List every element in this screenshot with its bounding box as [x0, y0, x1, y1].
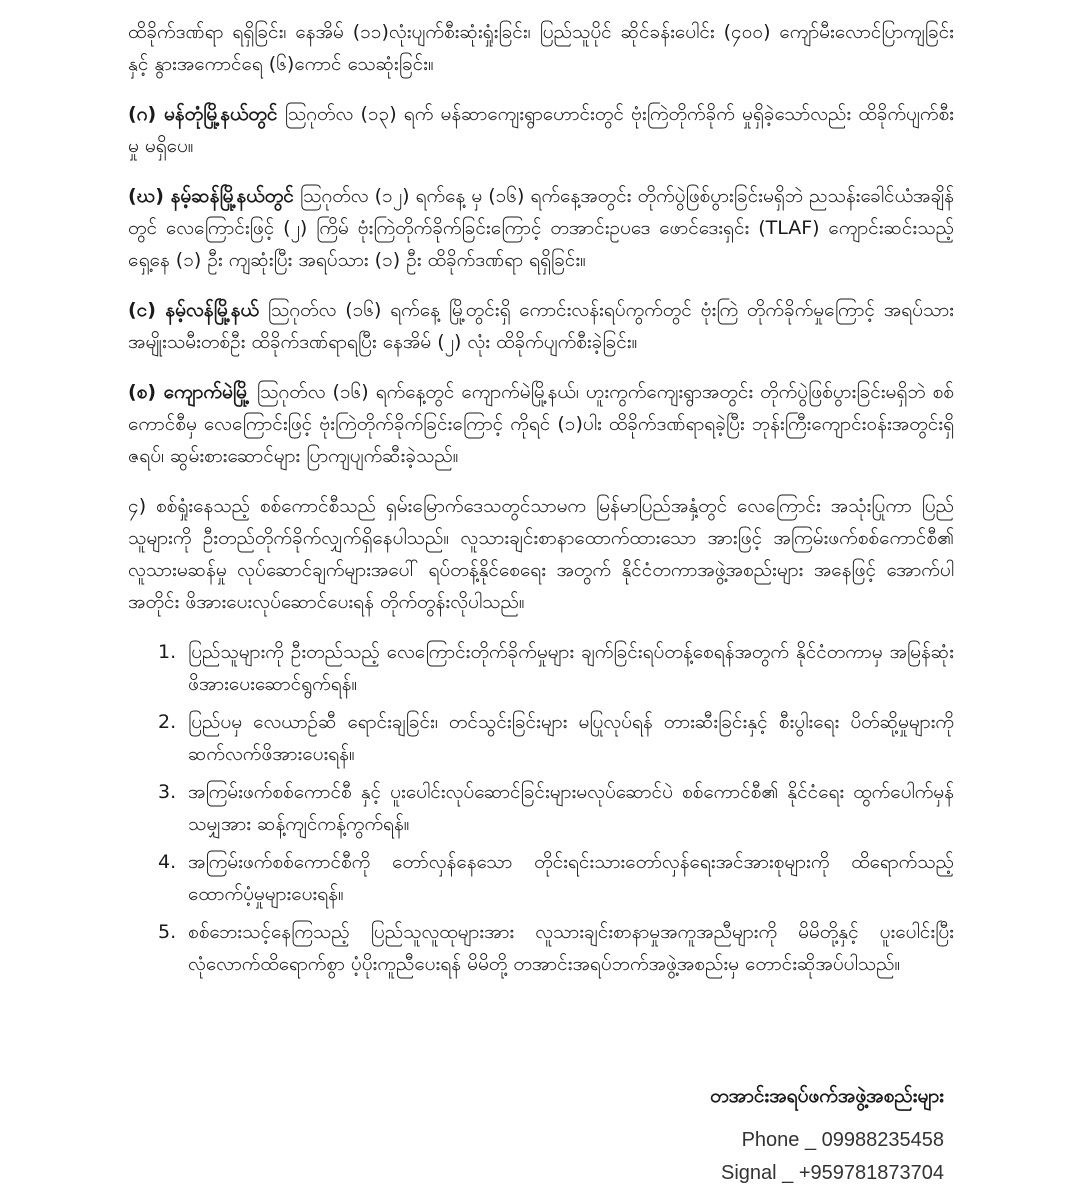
paragraph-mantong-text: ဩဂုတ်လ (၁၃) ရက် မန်ဆာကျေးရွာဟောင်းတွင် ဗုံးကြဲတိုက်ခိုက် မှုရှိခဲ့သော်လည်း ထိခိုက်ပျက်စီးမှု မရှိပေ။: [128, 103, 954, 157]
list-item-text: ပြည်သူများကို ဦးတည်သည့် လေကြောင်းတိုက်ခိုက်မှုများ ချက်ခြင်းရပ်တန့်စေရန်အတွက် နိုင်ငံတကာမှ အမြန်ဆုံးဖိအားပေးဆောင်ရွက်ရန်။: [188, 641, 954, 695]
contact-signal: Signal _ +959781873704: [721, 1162, 944, 1184]
list-item: [128, 916, 954, 980]
paragraph-mantong: [128, 98, 954, 162]
paragraph-kyaukme-heading: (စ) ကျောက်မဲမြို့: [128, 381, 250, 403]
paragraph-namlan-text: ဩဂုတ်လ (၁၆) ရက်နေ့ မြို့တွင်းရှိ ကောင်းလန်းရပ်ကွက်တွင် ဗုံးကြဲ တိုက်ခိုက်မှုကြောင့် အရပ်သား အမျိုးသမီးတစ်ဦး ထိခိုက်ဒဏ်ရာရပြီး နေအိမ် (၂) လုံး ထိခိုက်ပျက်စီးခဲ့ခြင်း။: [128, 299, 954, 353]
demands-list: [128, 636, 954, 980]
paragraph-kyaukme-text: ဩဂုတ်လ (၁၆) ရက်နေ့တွင် ကျောက်မဲမြို့နယ်၊ ဟူးကွက်ကျေးရွာအတွင်း တိုက်ပွဲဖြစ်ပွားခြင်းမရှိဘဲ စစ်ကောင်စီမှ လေကြောင်းဖြင့် ဗုံးကြဲတိုက်ခိုက်ခြင်းကြောင့် ကိုရင် (၁)ပါး ထိခိုက်ဒဏ်ရာရခဲ့ပြီး ဘုန်းကြီးကျောင်းဝန်းအတွင်းရှိ ဇရပ်၊ ဆွမ်းစားဆောင်များ ပြာကျပျက်ဆီးခဲ့သည်။: [128, 381, 954, 467]
paragraph-namhsan-heading: (ဃ) နမ့်ဆန်မြို့နယ်တွင်: [128, 185, 294, 207]
list-item: [128, 846, 954, 910]
list-item-number: 3.: [158, 781, 177, 803]
list-item: [128, 706, 954, 770]
list-item: [128, 776, 954, 840]
list-item-number: 1.: [158, 641, 177, 663]
paragraph-mantong-heading: (ဂ) မန်တုံမြို့နယ်တွင်: [128, 103, 278, 125]
paragraph-namlan-heading: (င) နမ့်လန်မြို့နယ်: [128, 299, 259, 321]
paragraph-namlan: [128, 294, 954, 358]
paragraph-appeal: [128, 490, 954, 618]
contact-phone: Phone _ 09988235458: [741, 1129, 944, 1151]
signature-organization: တအာင်းအရပ်ဖက်အဖွဲ့အစည်းများ: [710, 1085, 944, 1107]
list-item-text: အကြမ်းဖက်စစ်ကောင်စီ နှင့် ပူးပေါင်းလုပ်ဆောင်ခြင်းများမလုပ်ဆောင်ပဲ စစ်ကောင်စီ၏ နိုင်ငံရေး ထွက်ပေါက်မှန်သမျှအား ဆန့်ကျင်ကန့်ကွက်ရန်။: [188, 781, 954, 835]
paragraph-appeal-text: ၄) စစ်ရှုံးနေသည့် စစ်ကောင်စီသည် ရှမ်းမြောက်ဒေသတွင်သာမက မြန်မာပြည်အနှံ့တွင် လေကြောင်း အသုံးပြုကာ ပြည်သူများကို ဦးတည်တိုက်ခိုက်လျှက်ရှိနေပါသည်။ လူသားချင်းစာနာထောက်ထားသော အားဖြင့် အကြမ်းဖက်စစ်ကောင်စီ၏ လူသားမဆန်မှု လုပ်ဆောင်ချက်များအပေါ် ရပ်တန့်နိုင်စေရေး အတွက် နိုင်ငံတကာအဖွဲ့အစည်းများ အနေဖြင့် အောက်ပါအတိုင်း ဖိအားပေးလုပ်ဆောင်ပေးရန် တိုက်တွန်းလိုပါသည်။: [128, 495, 954, 613]
paragraph-intro-text: ထိခိုက်ဒဏ်ရာ ရရှိခြင်း၊ နေအိမ် (၁၁)လုံးပျက်စီးဆုံးရှုံးခြင်း၊ ပြည်သူပိုင် ဆိုင်ခန်းပေါင်း (၄၀၀) ကျော်မီးလောင်ပြာကျခြင်း နှင့် နွားအကောင်ရေ (၆)ကောင် သေဆုံးခြင်း။: [128, 21, 954, 75]
list-item-number: 2.: [158, 711, 177, 733]
list-item: [128, 636, 954, 700]
list-item-number: 5.: [158, 921, 177, 943]
list-item-text: အကြမ်းဖက်စစ်ကောင်စီကို တော်လှန်နေသော တိုင်းရင်းသားတော်လှန်ရေးအင်အားစုများကို ထိရောက်သည့် ထောက်ပံ့မှုများပေးရန်။: [188, 851, 954, 905]
paragraph-intro: [128, 16, 954, 80]
list-item-text: ပြည်ပမှ လေယာဉ်ဆီ ရောင်းချခြင်း၊ တင်သွင်းခြင်းများ မပြုလုပ်ရန် တားဆီးခြင်းနှင့် စီးပွါးရေး ပိတ်ဆို့မှုများကို ဆက်လက်ဖိအားပေးရန်။: [188, 711, 954, 765]
list-item-text: စစ်ဘေးသင့်နေကြသည့် ပြည်သူလူထုများအား လူသားချင်းစာနာမှုအကူအညီများကို မိမိတို့နှင့် ပူးပေါင်းပြီး လုံလောက်ထိရောက်စွာ ပံ့ပိုးကူညီပေးရန် မိမိတို့ တအာင်းအရပ်ဘက်အဖွဲ့အစည်းမှ တောင်းဆိုအပ်ပါသည်။: [188, 921, 954, 975]
paragraph-namhsan: [128, 180, 954, 276]
paragraph-namhsan-text: ဩဂုတ်လ (၁၂) ရက်နေ့ မှ (၁၆) ရက်နေ့အတွင်း တိုက်ပွဲဖြစ်ပွားခြင်းမရှိဘဲ ညသန်းခေါင်ယံအချိန်တွင် လေကြောင်းဖြင့် (၂) ကြိမ် ဗုံးကြဲတိုက်ခိုက်ခြင်းကြောင့် တအာင်းဥပဒေ ဖောင်ဒေးရှင်း (TLAF) ကျောင်းဆင်းသည့် ရှေ့နေ (၁) ဦး ကျဆုံးပြီး အရပ်သား (၁) ဦး ထိခိုက်ဒဏ်ရာ ရရှိခြင်း။: [128, 185, 954, 271]
list-item-number: 4.: [158, 851, 177, 873]
paragraph-kyaukme: [128, 376, 954, 472]
